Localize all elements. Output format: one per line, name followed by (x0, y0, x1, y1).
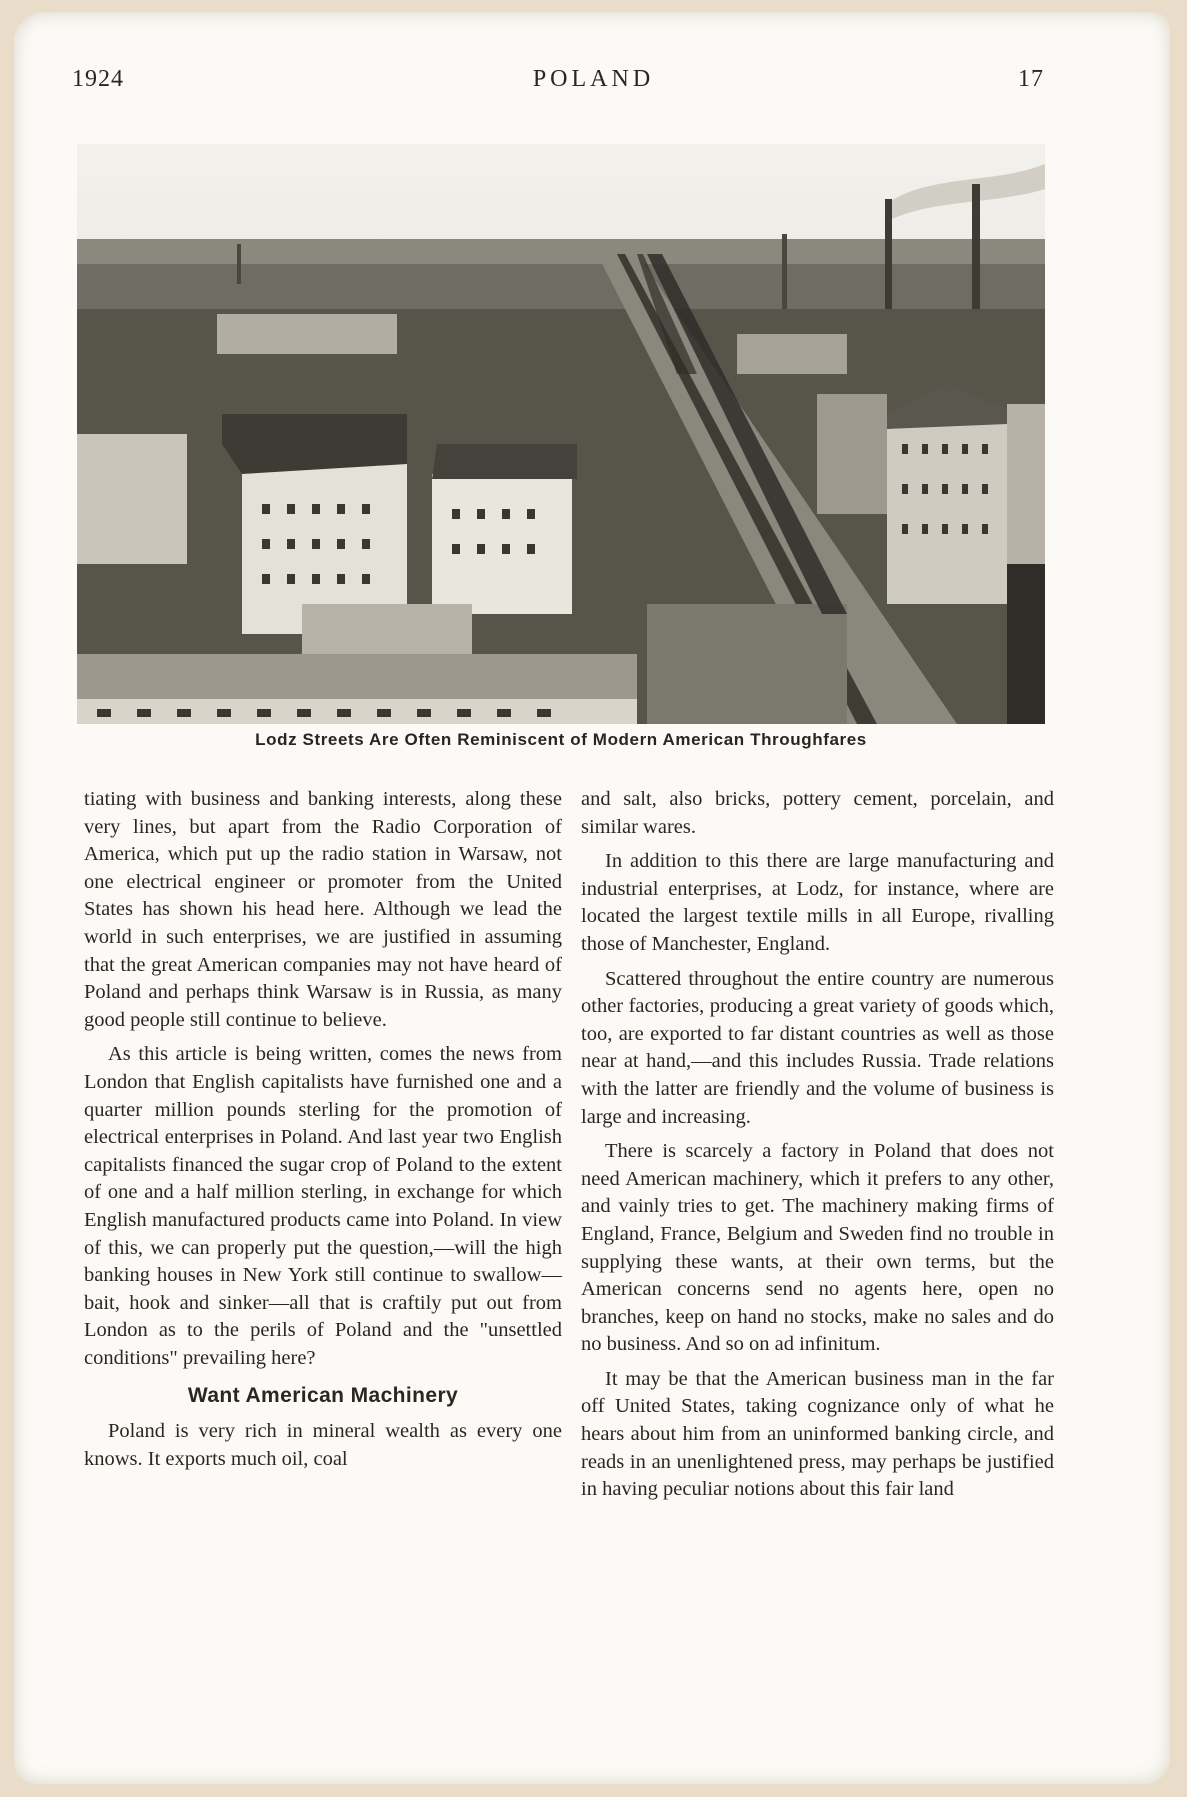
left-column (84, 786, 562, 1480)
right-paragraph-5: It may be that the American business man in the far off United States, taking cognizance only of what he hears about him from an uninformed banking circle, and reads in an unenlightened press, may perhaps be justified in having peculiar notions about this fair land (581, 1367, 1054, 1501)
right-column (581, 786, 1054, 1511)
section-subheading: Want American Machinery (187, 1384, 459, 1408)
left-paragraph-3: Poland is very rich in mineral wealth as every one knows. It exports much oil, coal (84, 1420, 562, 1470)
right-paragraph-2: In addition to this there are large manufacturing and industrial enterprises, at Lodz, for instance, where are located the largest textile mills in all Europe, rivalling those of Manchester, England. (581, 850, 1054, 955)
header-title: POLAND (532, 66, 655, 92)
header-page-number: 17 (1018, 66, 1044, 92)
photo-illustration (77, 144, 1045, 724)
left-paragraph-2: As this article is being written, comes the news from London that English capitalists have furnished one and a quarter million pounds sterling for the promotion of electrical enterprises in Poland. And last year two English capitalists financed the sugar crop of Poland to the extent of one and a half million sterling, in exchange for which English manufactured products came into Poland. In view of this, we can properly put the question,—will the high banking houses in New York still continue to swallow—bait, hook and sinker—all that is craftily put out from London as to the perils of Poland and the "unsettled conditions" prevailing here? (84, 1043, 562, 1369)
figure-caption: Lodz Streets Are Often Reminiscent of Modern American Throughfares (255, 730, 867, 749)
right-paragraph-1: and salt, also bricks, pottery cement, porcelain, and similar wares. (581, 788, 1054, 838)
right-paragraph-3: Scattered throughout the entire country are numerous other factories, producing a great variety of goods which, too, are exported to far distant countries as well as those near at hand,—and this includes Russia. Trade relations with the latter are friendly and the volume of business is large and increasing. (581, 967, 1054, 1128)
header-year: 1924 (72, 66, 124, 92)
city-street-photo (77, 144, 1045, 724)
left-paragraph-1: tiating with business and banking interests, along these very lines, but apart from the Radio Corporation of America, which put up the radio station in Warsaw, not one electrical engineer or promoter from the United States has shown his head here. Although we lead the world in such enterprises, we are justified in assuming that the great American companies may not have heard of Poland and perhaps think Warsaw is in Russia, as many good people still continue to believe. (84, 788, 562, 1031)
running-head (0, 66, 1187, 100)
right-paragraph-4: There is scarcely a factory in Poland that does not need American machinery, which it prefers to any other, and vainly tries to get. The machinery making firms of England, France, Belgium and Sweden find no trouble in supplying these wants, at their own terms, but the American concerns send no agents here, open no branches, keep on hand no stocks, make no sales and do no business. And so on ad infinitum. (581, 1140, 1054, 1356)
